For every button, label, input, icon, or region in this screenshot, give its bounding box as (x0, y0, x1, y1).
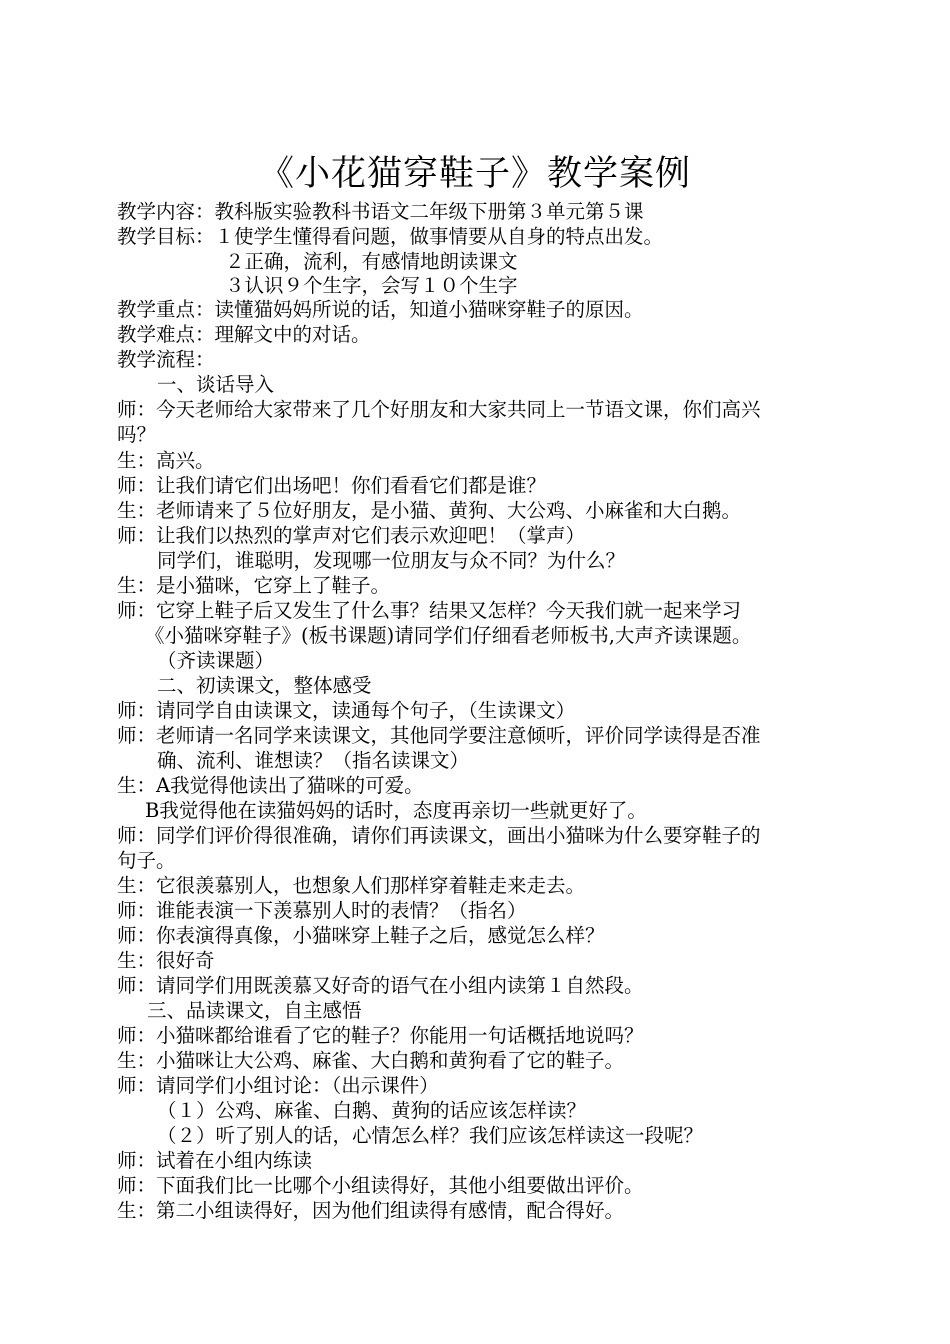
text-line: 生：老师请来了５位好朋友，是小猫、黄狗、大公鸡、小麻雀和大白鹅。 (117, 499, 742, 522)
text-line: （１）公鸡、麻雀、白鹅、黄狗的话应该怎样读？ (157, 1099, 587, 1122)
text-line: 同学们，谁聪明，发现哪一位朋友与众不同？为什么？ (157, 549, 626, 572)
text-line: 教学重点：读懂猫妈妈所说的话，知道小猫咪穿鞋子的原因。 (117, 298, 644, 321)
text-line: 师：谁能表演一下羡慕别人时的表情？（指名） (117, 899, 527, 922)
section-heading: 二、初读课文，整体感受 (157, 674, 372, 697)
text-line: 《小猫咪穿鞋子》(板书课题)请同学们仔细看老师板书,大声齐读课题。 (145, 624, 752, 647)
text-line: 教学内容：教科版实验教科书语文二年级下册第３单元第５课 (117, 200, 644, 223)
text-line: 生：是小猫咪，它穿上了鞋子。 (117, 574, 391, 597)
text-line: 师：试着在小组内练读 (117, 1149, 313, 1172)
text-line: 教学目标：１使学生懂得看问题，做事情要从自身的特点出发。 (117, 225, 664, 248)
text-line: 生：第二小组读得好，因为他们组读得有感情，配合得好。 (117, 1199, 625, 1222)
text-line: （２）听了别人的话，心情怎么样？我们应该怎样读这一段呢？ (157, 1124, 704, 1147)
text-line: 师：请同学们小组讨论：（出示课件） (117, 1074, 439, 1097)
text-line: ２正确，流利，有感情地朗读课文 (225, 250, 518, 273)
text-line: 师：让我们请它们出场吧！你们看看它们都是谁？ (117, 474, 547, 497)
text-line: 师：同学们评价得很准确，请你们再读课文，画出小猫咪为什么要穿鞋子的 (117, 824, 761, 847)
section-heading: 三、品读课文，自主感悟 (147, 999, 362, 1022)
text-line: 师：请同学自由读课文，读通每个句子，（生读课文） (117, 699, 576, 722)
text-line: 师：老师请一名同学来读课文，其他同学要注意倾听，评价同学读得是否准 (117, 724, 761, 747)
text-line: （齐读课题） (157, 649, 275, 672)
text-line: 确、流利、谁想读？（指名读课文） (157, 749, 470, 772)
text-line: B我觉得他在读猫妈妈的话时，态度再亲切一些就更好了。 (145, 799, 647, 822)
text-line: 生：很好奇 (117, 949, 215, 972)
text-line: 师：小猫咪都给谁看了它的鞋子？你能用一句话概括地说吗？ (117, 1024, 644, 1047)
text-line: 师：下面我们比一比哪个小组读得好，其他小组要做出评价。 (117, 1174, 644, 1197)
text-line: 教学流程： (117, 348, 215, 371)
text-line: 生：它很羡慕别人，也想象人们那样穿着鞋走来走去。 (117, 874, 586, 897)
text-line: 师：让我们以热烈的掌声对它们表示欢迎吧！（掌声） (117, 524, 586, 547)
text-line: 生：高兴。 (117, 449, 215, 472)
text-line: 师：它穿上鞋子后又发生了什么事？结果又怎样？今天我们就一起来学习 (117, 599, 742, 622)
text-line: 吗？ (117, 423, 157, 446)
document-title: 《小花猫穿鞋子》教学案例 (258, 154, 691, 194)
text-line: 师：你表演得真像，小猫咪穿上鞋子之后，感觉怎么样？ (117, 924, 605, 947)
text-line: 生：小猫咪让大公鸡、麻雀、大白鹅和黄狗看了它的鞋子。 (117, 1049, 625, 1072)
section-heading: 一、谈话导入 (157, 373, 275, 396)
text-line: 师：请同学们用既羡慕又好奇的语气在小组内读第１自然段。 (117, 974, 644, 997)
text-line: 师：今天老师给大家带来了几个好朋友和大家共同上一节语文课，你们高兴 (117, 398, 761, 421)
text-line: 句子。 (117, 849, 176, 872)
text-line: ３认识９个生字，会写１０个生字 (225, 274, 518, 297)
text-line: 生：A我觉得他读出了猫咪的可爱。 (117, 774, 424, 797)
text-line: 教学难点：理解文中的对话。 (117, 323, 371, 346)
